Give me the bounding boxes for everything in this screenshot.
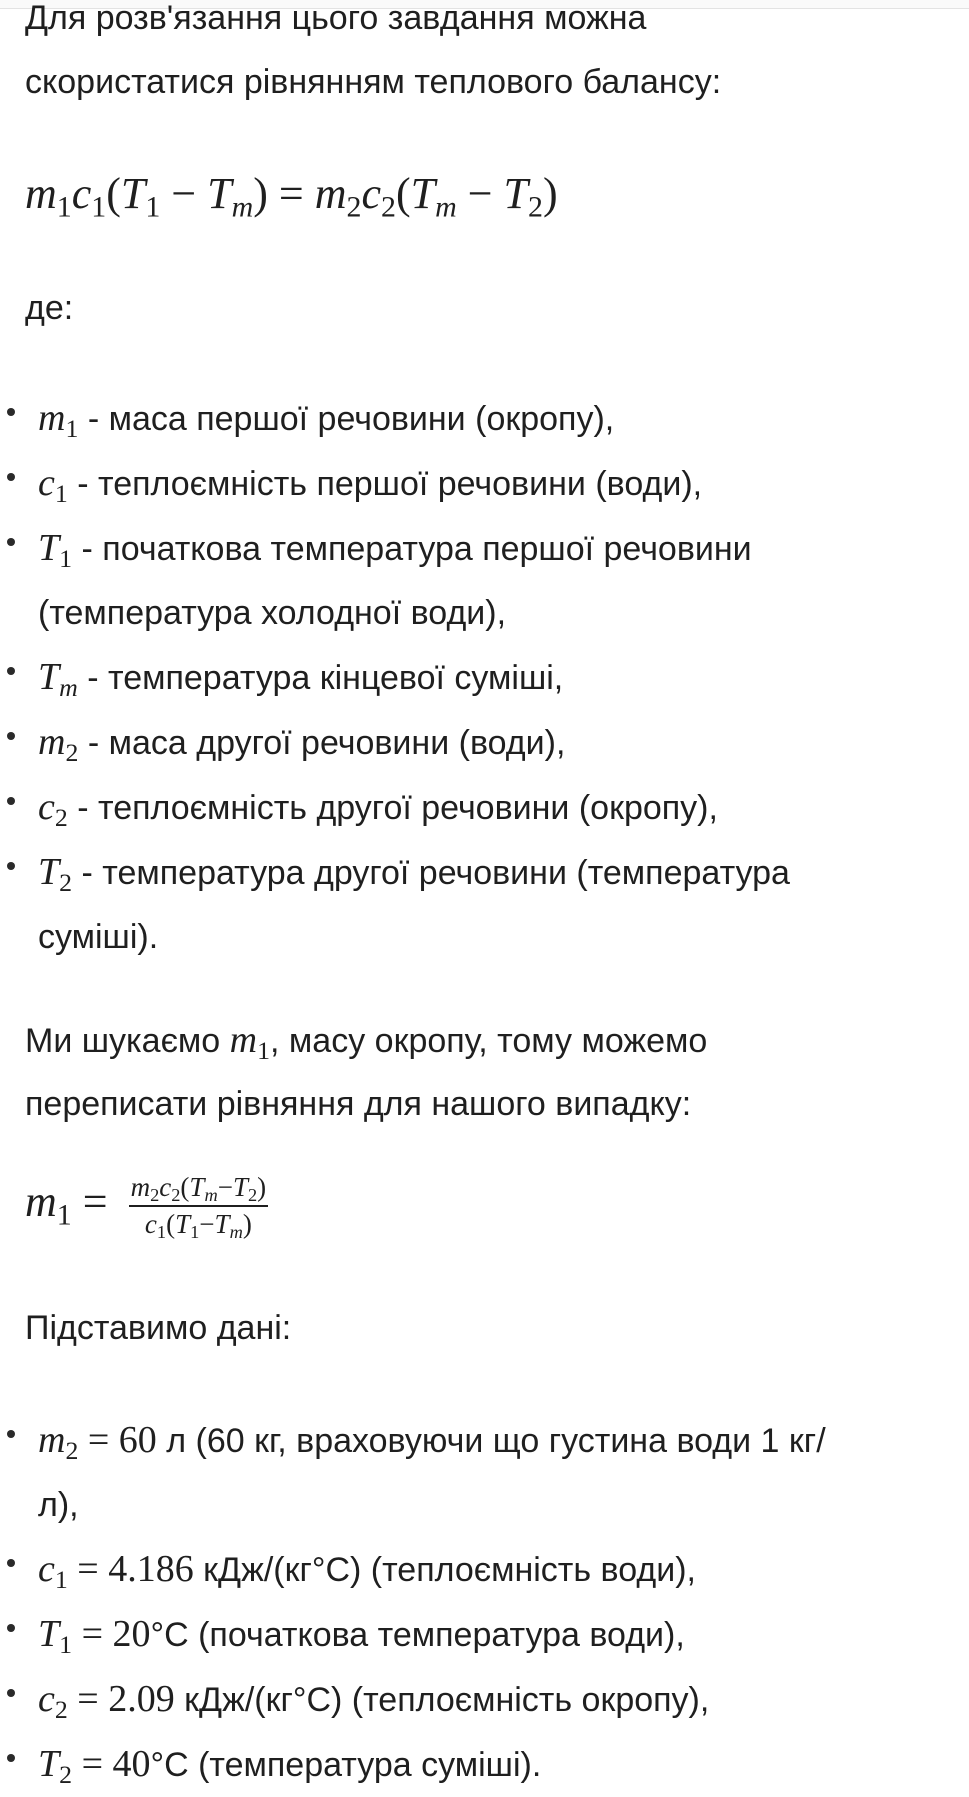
heat-balance-equation: $m_1c_1(T_1 - T_m) = m_2c_2(T_m - T_2)$ (25, 169, 558, 224)
formula-fraction (129, 1172, 269, 1243)
definition-item: $T_1$ - початкова температура першої речовини (температура холодної води), (0, 516, 790, 645)
mass-formula: $m_1$ = $\frac{m_2c_2(T_m-T_2)}{c_1(T_1-T_m)}$ (25, 1172, 267, 1243)
value-item: $m_2 = 60$ л (60 кг, враховуючи що густина води 1 кг/ л), (0, 1408, 826, 1537)
value-item: $T_1 = 20^\circ С$ (початкова температура води), (0, 1602, 826, 1667)
definition-item: $T_2$ - температура другої речовини (температура суміші). (0, 840, 790, 969)
values-list (0, 1408, 826, 1797)
substitute-label: Підставимо дані: (25, 1309, 292, 1347)
definition-item: $c_2$ - теплоємність другої речовини (окропу), (0, 775, 790, 840)
definition-item: $T_m$ - температура кінцевої суміші, (0, 645, 790, 710)
where-label: де: (25, 289, 74, 327)
search-line-1: Ми шукаємо $m_1$, масу окропу, тому можемо (25, 1019, 708, 1066)
intro-line-2: скористатися рівнянням теплового балансу: (25, 63, 722, 101)
definition-item: $m_2$ - маса другої речовини (води), (0, 710, 790, 775)
value-item: $T_2 = 40^\circ С$ (температура суміші). (0, 1732, 826, 1797)
fraction-denominator: $c_1(T_1-T_m)$ (144, 1209, 252, 1243)
value-item: $c_2 = 2.09$ кДж/(кг°С) (теплоємність окропу), (0, 1667, 826, 1732)
definition-item: $m_1$ - маса першої речовини (окропу), (0, 386, 790, 451)
search-line-2: переписати рівняння для нашого випадку: (25, 1085, 692, 1123)
fraction-numerator: $m_2c_2(T_m-T_2)$ (130, 1172, 267, 1206)
definitions-list (0, 386, 790, 969)
intro-line-1: Для розв'язання цього завдання можна (25, 0, 647, 37)
definition-item: $c_1$ - теплоємність першої речовини (води), (0, 451, 790, 516)
value-item: $c_1 = 4.186$ кДж/(кг°С) (теплоємність води), (0, 1537, 826, 1602)
